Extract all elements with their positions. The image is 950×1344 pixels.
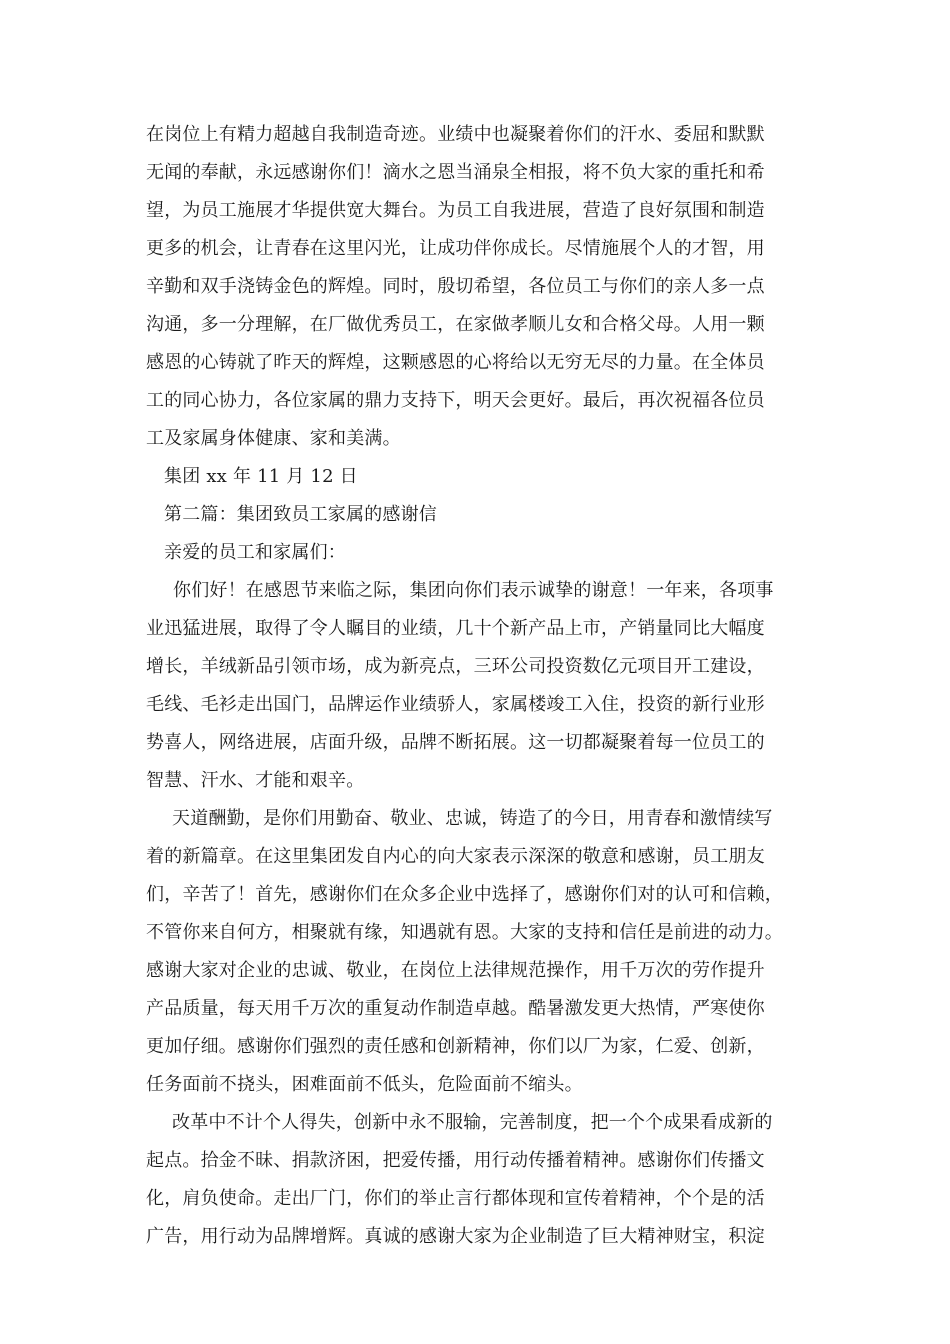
text-line: 你们好！在感恩节来临之际，集团向你们表示诚挚的谢意！一年来，各项事 — [173, 580, 774, 601]
text-line: 智慧、汗水、才能和艰辛。 — [146, 770, 365, 791]
text-line: 更加仔细。感谢你们强烈的责任感和创新精神，你们以厂为家，仁爱、创新， — [146, 1036, 765, 1057]
text-line: 不管你来自何方，相聚就有缘，知遇就有恩。大家的支持和信任是前进的动力。 — [146, 922, 783, 943]
text-line: 势喜人，网络进展，店面升级，品牌不断拓展。这一切都凝聚着每一位员工的 — [146, 732, 765, 753]
text-line: 望，为员工施展才华提供宽大舞台。为员工自我进展，营造了良好氛围和制造 — [146, 200, 765, 221]
paragraph-1 — [146, 116, 806, 458]
paragraph-3 — [146, 800, 806, 1104]
text-line: 们，辛苦了！首先，感谢你们在众多企业中选择了，感谢你们对的认可和信赖， — [146, 884, 783, 905]
text-line: 起点。拾金不昧、捐款济困，把爱传播，用行动传播着精神。感谢你们传播文 — [146, 1150, 765, 1171]
text-line: 工及家属身体健康、家和美满。 — [146, 428, 401, 449]
text-line: 广告，用行动为品牌增辉。真诚的感谢大家为企业制造了巨大精神财宝，积淀 — [146, 1226, 765, 1247]
text-line: 毛线、毛衫走出国门，品牌运作业绩骄人，家属楼竣工入住，投资的新行业形 — [146, 694, 765, 715]
text-line: 更多的机会，让青春在这里闪光，让成功伴你成长。尽情施展个人的才智，用 — [146, 238, 765, 259]
paragraph-2 — [146, 572, 806, 800]
document-body — [146, 116, 806, 1256]
text-line: 辛勤和双手浇铸金色的辉煌。同时，殷切希望，各位员工与你们的亲人多一点 — [146, 276, 765, 297]
text-line: 感恩的心铸就了昨天的辉煌，这颗感恩的心将给以无穷无尽的力量。在全体员 — [146, 352, 765, 373]
text-line: 任务面前不挠头，困难面前不低头，危险面前不缩头。 — [146, 1074, 583, 1095]
text-line: 工的同心协力，各位家属的鼎力支持下，明天会更好。最后，再次祝福各位员 — [146, 390, 765, 411]
text-line: 业迅猛进展，取得了令人瞩目的业绩，几十个新产品上市，产销量同比大幅度 — [146, 618, 765, 639]
text-line: 沟通，多一分理解，在厂做优秀员工，在家做孝顺儿女和合格父母。人用一颗 — [146, 314, 765, 335]
text-line: 在岗位上有精力超越自我制造奇迹。业绩中也凝聚着你们的汗水、委屈和默默 — [146, 124, 765, 145]
text-line: 产品质量，每天用千万次的重复动作制造卓越。酷暑激发更大热情，严寒使你 — [146, 998, 765, 1019]
section-title: 第二篇：集团致员工家属的感谢信 — [164, 504, 437, 525]
text-line: 化，肩负使命。走出厂门，你们的举止言行都体现和宣传着精神，个个是的活 — [146, 1188, 765, 1209]
text-line: 感谢大家对企业的忠诚、敬业，在岗位上法律规范操作，用千万次的劳作提升 — [146, 960, 765, 981]
text-line: 改革中不计个人得失，创新中永不服输，完善制度，把一个个成果看成新的 — [172, 1112, 773, 1133]
text-line: 无闻的奉献，永远感谢你们！滴水之恩当涌泉全相报，将不负大家的重托和希 — [146, 162, 765, 183]
text-line: 增长，羊绒新品引领市场，成为新亮点，三环公司投资数亿元项目开工建设， — [146, 656, 765, 677]
date-line: 集团 xx 年 11 月 12 日 — [164, 466, 358, 487]
paragraph-4 — [146, 1104, 806, 1256]
text-line: 天道酬勤，是你们用勤奋、敬业、忠诚，铸造了的今日，用青春和激情续写 — [172, 808, 773, 829]
text-line: 着的新篇章。在这里集团发自内心的向大家表示深深的敬意和感谢，员工朋友 — [146, 846, 765, 867]
salutation: 亲爱的员工和家属们： — [164, 542, 346, 563]
